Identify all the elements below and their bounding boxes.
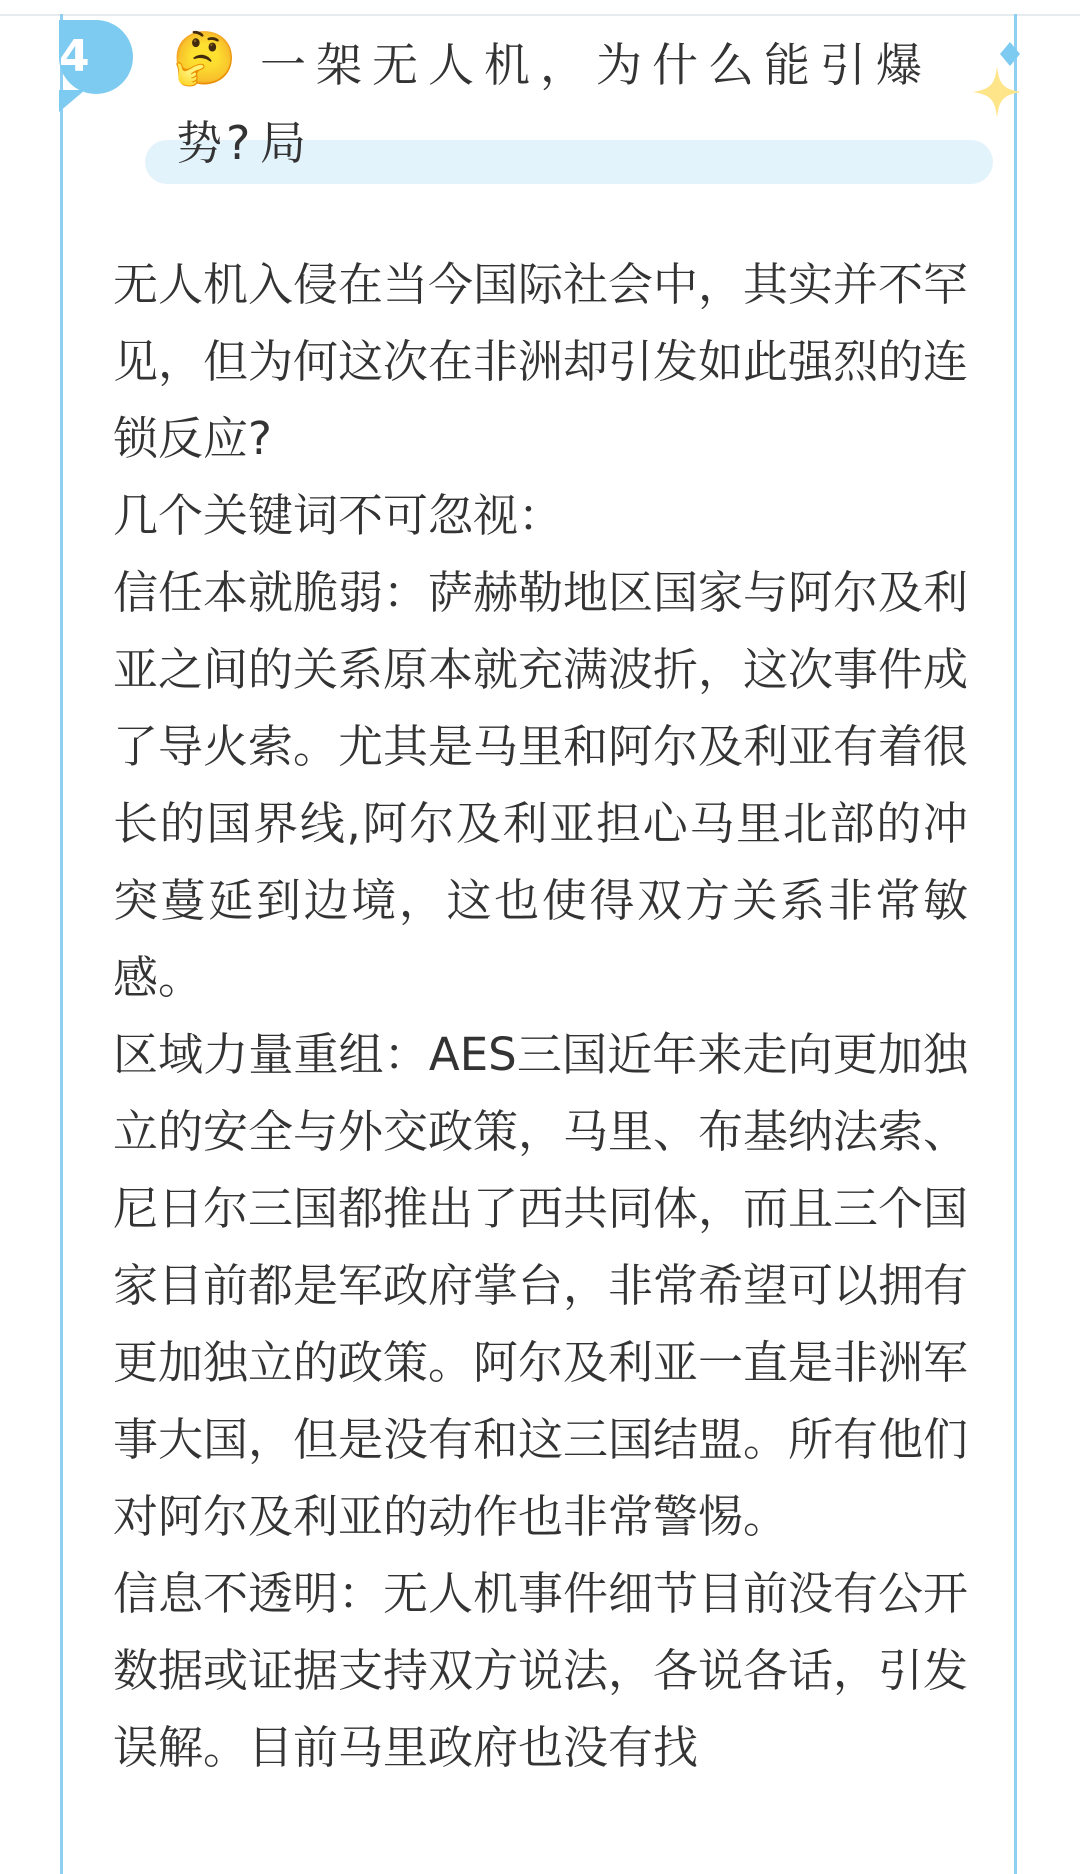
diamond-icon <box>1000 42 1020 66</box>
paragraph-keywords-lead: 几个关键词不可忽视： <box>113 489 564 542</box>
paragraph-intro: 无人机入侵在当今国际社会中，其实并不罕见，但为何这次在非洲却引发如此强烈的连锁反应? <box>113 258 969 465</box>
thinking-face-icon: 🤔 <box>172 29 237 89</box>
sparkle-icon <box>973 66 1021 118</box>
paragraph-trust: 信任本就脆弱：萨赫勒地区国家与阿尔及利亚之间的关系原本就充满波折，这次事件成了导火索。尤其是马里和阿尔及利亚有着很长的国界线,阿尔及利亚担心马里北部的冲突蔓延到边境，这也使得双方关系非常敏感。 <box>113 566 969 1004</box>
article-body <box>113 246 968 1786</box>
section-number-badge <box>59 20 133 94</box>
section-number: 4 <box>59 31 90 82</box>
paragraph-information: 信息不透明：无人机事件细节目前没有公开数据或证据支持双方说法，各说各话，引发误解。目前马里政府也没有找 <box>113 1567 969 1774</box>
paragraph-regional-power: 区域力量重组：AES三国近年来走向更加独立的安全与外交政策，马里、布基纳法索、尼日尔三国都推出了西共同体，而且三个国家目前都是军政府掌台，非常希望可以拥有更加独立的政策。阿尔及利亚一直是非洲军事大国，但是没有和这三国结盟。所有他们对阿尔及利亚的动作也非常警惕。 <box>113 1028 969 1543</box>
section-heading <box>176 26 980 182</box>
section-heading-line1: 一架无人机，为什么能引爆局 <box>260 38 932 170</box>
section-heading-line2: 势? <box>176 116 255 170</box>
